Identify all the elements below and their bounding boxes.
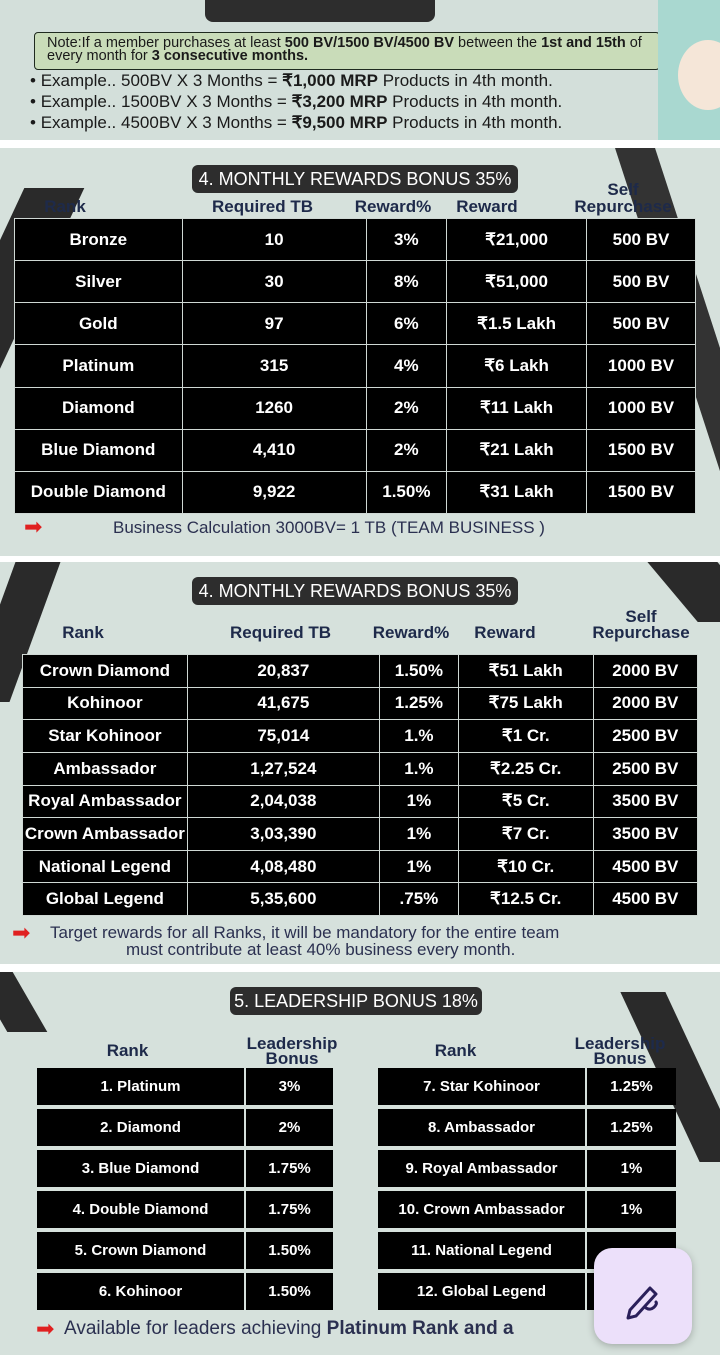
note-text: between the <box>454 35 542 51</box>
col-header-self: Self <box>625 607 657 626</box>
cell-reward-pct: 1.25% <box>379 687 458 720</box>
cell-rank: 1. Platinum <box>37 1068 244 1105</box>
cell-self-repurchase: 1000 BV <box>587 345 696 387</box>
cell-leadership-bonus: 1.50% <box>246 1273 333 1310</box>
cell-rank: 2. Diamond <box>37 1109 244 1146</box>
cell-rank: 5. Crown Diamond <box>37 1232 244 1269</box>
note-text: Note:If a member purchases at least <box>47 35 285 51</box>
cell-reward-pct: 8% <box>366 261 447 303</box>
arrow-icon: ➡ <box>36 1316 55 1341</box>
cell-leadership-bonus: 1.75% <box>246 1150 333 1187</box>
cell-rank: Kohinoor <box>23 687 188 720</box>
cell-self-repurchase: 4500 BV <box>593 850 697 883</box>
cell-reward: ₹1 Cr. <box>458 720 593 753</box>
examples-list <box>30 70 562 133</box>
cell-required-tb: 4,410 <box>182 429 366 471</box>
leadership-table-left <box>37 1068 333 1314</box>
col-header-rank: Rank <box>434 1041 477 1060</box>
cell-rank: 8. Ambassador <box>378 1109 585 1146</box>
note-box <box>34 32 660 70</box>
table-row <box>23 720 698 753</box>
cell-rank: Royal Ambassador <box>23 785 188 818</box>
cell-self-repurchase: 2500 BV <box>593 752 697 785</box>
col-header-repurchase: Repurchase <box>592 623 690 642</box>
cell-reward-pct: 2% <box>366 387 447 429</box>
cell-self-repurchase: 1000 BV <box>587 387 696 429</box>
cell-self-repurchase: 2000 BV <box>593 655 697 688</box>
cell-required-tb: 20,837 <box>187 655 379 688</box>
cell-rank: 3. Blue Diamond <box>37 1150 244 1187</box>
cell-leadership-bonus: 2% <box>246 1109 333 1146</box>
cell-reward: ₹1.5 Lakh <box>447 303 587 345</box>
leadership-note-bold: Platinum Rank and a <box>326 1318 514 1339</box>
cell-rank: 12. Global Legend <box>378 1273 585 1310</box>
rewards-table-2 <box>22 654 698 916</box>
table-row <box>37 1068 333 1105</box>
table-row <box>23 818 698 851</box>
rewards-table-1 <box>14 218 696 514</box>
cell-self-repurchase: 3500 BV <box>593 818 697 851</box>
cell-reward: ₹5 Cr. <box>458 785 593 818</box>
table-row <box>23 752 698 785</box>
cell-reward: ₹6 Lakh <box>447 345 587 387</box>
col-header-rank: Rank <box>44 197 86 216</box>
section-title: 4. MONTHLY REWARDS BONUS 35% <box>192 165 518 193</box>
cell-required-tb: 75,014 <box>187 720 379 753</box>
table-row <box>23 883 698 916</box>
cell-reward: ₹21,000 <box>447 219 587 261</box>
cell-rank: Global Legend <box>23 883 188 916</box>
cell-reward: ₹31 Lakh <box>447 471 587 513</box>
cell-rank: Platinum <box>15 345 183 387</box>
cell-leadership-bonus: 1.75% <box>246 1191 333 1228</box>
col-header-self: Self <box>607 180 639 199</box>
cell-reward: ₹10 Cr. <box>458 850 593 883</box>
example-text: Example.. 1500BV X 3 Months = <box>40 92 292 111</box>
table-row <box>23 687 698 720</box>
cell-self-repurchase: 500 BV <box>587 303 696 345</box>
example-text: Example.. 4500BV X 3 Months = <box>40 113 292 132</box>
leadership-note-text: Available for leaders achieving <box>64 1318 327 1339</box>
example-text: Products in 4th month. <box>387 113 563 132</box>
table-row <box>37 1191 333 1228</box>
table-row <box>23 655 698 688</box>
cell-reward: ₹21 Lakh <box>447 429 587 471</box>
cell-required-tb: 3,03,390 <box>187 818 379 851</box>
cell-self-repurchase: 2000 BV <box>593 687 697 720</box>
example-item <box>30 91 562 112</box>
cell-required-tb: 30 <box>182 261 366 303</box>
section-title: 5. LEADERSHIP BONUS 18% <box>230 987 482 1015</box>
top-dark-tab <box>205 0 435 22</box>
note-text: of every month for <box>47 35 642 64</box>
cell-leadership-bonus: 1.25% <box>587 1109 676 1146</box>
table-row <box>37 1150 333 1187</box>
example-text: Example.. 500BV X 3 Months = <box>40 71 283 90</box>
cell-reward-pct: 3% <box>366 219 447 261</box>
table-row <box>23 785 698 818</box>
cell-reward-pct: 1.50% <box>366 471 447 513</box>
cell-required-tb: 1260 <box>182 387 366 429</box>
cell-rank: Ambassador <box>23 752 188 785</box>
cell-rank: National Legend <box>23 850 188 883</box>
cell-reward: ₹7 Cr. <box>458 818 593 851</box>
target-rewards-line2: must contribute at least 40% business every month. <box>126 940 516 959</box>
cell-rank: 9. Royal Ambassador <box>378 1150 585 1187</box>
cell-leadership-bonus: 1% <box>587 1150 676 1187</box>
section-title: 4. MONTHLY REWARDS BONUS 35% <box>192 577 518 605</box>
cell-reward-pct: 1.% <box>379 720 458 753</box>
cell-reward-pct: 1% <box>379 785 458 818</box>
col-header-reward: Reward <box>456 197 518 216</box>
col-header-required-tb: Required TB <box>229 623 332 642</box>
table-row <box>37 1109 333 1146</box>
col-header-rank: Rank <box>62 623 104 642</box>
cell-required-tb: 41,675 <box>187 687 379 720</box>
cell-leadership-bonus: 3% <box>246 1068 333 1105</box>
bullet: • <box>30 71 41 90</box>
cell-reward: ₹51,000 <box>447 261 587 303</box>
example-amount: ₹3,200 MRP <box>291 92 388 111</box>
table-row <box>15 387 696 429</box>
table-row <box>378 1150 676 1187</box>
cell-rank: 11. National Legend <box>378 1232 585 1269</box>
table-row <box>15 429 696 471</box>
monthly-rewards-panel-1 <box>0 148 720 556</box>
col-header-reward-pct: Reward% <box>372 623 450 642</box>
cell-leadership-bonus: 1.25% <box>587 1068 676 1105</box>
cell-required-tb: 10 <box>182 219 366 261</box>
table-row <box>378 1109 676 1146</box>
cell-rank: Gold <box>15 303 183 345</box>
target-rewards-note <box>50 924 710 958</box>
cell-reward-pct: 4% <box>366 345 447 387</box>
cell-rank: Double Diamond <box>15 471 183 513</box>
example-amount: ₹9,500 MRP <box>291 113 388 132</box>
cell-required-tb: 9,922 <box>182 471 366 513</box>
col-header-reward-pct: Reward% <box>354 197 432 216</box>
note-bold: 500 BV/1500 BV/4500 BV <box>284 35 455 51</box>
cell-rank: Crown Ambassador <box>23 818 188 851</box>
cell-self-repurchase: 3500 BV <box>593 785 697 818</box>
monthly-rewards-panel-2 <box>0 562 720 964</box>
col-header-required-tb: Required TB <box>211 197 314 216</box>
cell-self-repurchase: 1500 BV <box>587 471 696 513</box>
table-row <box>15 261 696 303</box>
cell-required-tb: 1,27,524 <box>187 752 379 785</box>
cell-rank: 4. Double Diamond <box>37 1191 244 1228</box>
cell-rank: Star Kohinoor <box>23 720 188 753</box>
col-header-reward: Reward <box>474 623 536 642</box>
bullet: • <box>30 113 41 132</box>
cell-self-repurchase: 4500 BV <box>593 883 697 916</box>
note-bold: 3 consecutive months. <box>151 48 309 64</box>
cell-required-tb: 97 <box>182 303 366 345</box>
cell-required-tb: 5,35,600 <box>187 883 379 916</box>
col-header-leadership: Leadership <box>246 1034 338 1053</box>
edit-pen-icon <box>594 1248 692 1344</box>
cell-required-tb: 315 <box>182 345 366 387</box>
col-header-bonus: Bonus <box>265 1049 319 1068</box>
cell-rank: 6. Kohinoor <box>37 1273 244 1310</box>
cell-self-repurchase: 500 BV <box>587 261 696 303</box>
table-row <box>15 219 696 261</box>
cell-rank: Silver <box>15 261 183 303</box>
table-row <box>15 471 696 513</box>
edit-fab-button[interactable] <box>594 1248 692 1344</box>
table-row <box>23 850 698 883</box>
avatar <box>658 0 720 140</box>
cell-self-repurchase: 2500 BV <box>593 720 697 753</box>
table-row <box>37 1232 333 1269</box>
cell-self-repurchase: 1500 BV <box>587 429 696 471</box>
col-header-rank: Rank <box>106 1041 149 1060</box>
cell-rank: Blue Diamond <box>15 429 183 471</box>
arrow-icon: ➡ <box>24 514 43 539</box>
cell-reward: ₹75 Lakh <box>458 687 593 720</box>
example-amount: ₹1,000 MRP <box>282 71 378 90</box>
example-text: Products in 4th month. <box>377 71 553 90</box>
cell-reward-pct: 1% <box>379 818 458 851</box>
cell-leadership-bonus: 1.50% <box>246 1232 333 1269</box>
cell-reward: ₹2.25 Cr. <box>458 752 593 785</box>
cell-reward: ₹51 Lakh <box>458 655 593 688</box>
example-text: Products in 4th month. <box>387 92 563 111</box>
cell-reward-pct: 1.% <box>379 752 458 785</box>
cell-reward-pct: 2% <box>366 429 447 471</box>
cell-rank: Diamond <box>15 387 183 429</box>
cell-required-tb: 4,08,480 <box>187 850 379 883</box>
bullet: • <box>30 92 41 111</box>
cell-reward-pct: 6% <box>366 303 447 345</box>
cell-self-repurchase: 500 BV <box>587 219 696 261</box>
arrow-icon: ➡ <box>12 920 31 945</box>
decor-stripe <box>0 972 47 1032</box>
table-row <box>15 303 696 345</box>
table-row <box>15 345 696 387</box>
business-calculation: Business Calculation 3000BV= 1 TB (TEAM BUSINESS ) <box>113 518 545 537</box>
col-header-leadership: Leadership <box>574 1034 666 1053</box>
cell-rank: Bronze <box>15 219 183 261</box>
cell-rank: Crown Diamond <box>23 655 188 688</box>
cell-rank: 10. Crown Ambassador <box>378 1191 585 1228</box>
cell-rank: 7. Star Kohinoor <box>378 1068 585 1105</box>
cell-reward: ₹12.5 Cr. <box>458 883 593 916</box>
cell-reward-pct: 1% <box>379 850 458 883</box>
note-panel <box>0 0 720 140</box>
table-row <box>37 1273 333 1310</box>
leadership-note <box>64 1318 514 1340</box>
cell-reward-pct: .75% <box>379 883 458 916</box>
col-header-repurchase: Repurchase <box>574 197 672 216</box>
note-bold: 1st and 15th <box>541 35 626 51</box>
cell-reward: ₹11 Lakh <box>447 387 587 429</box>
col-header-bonus: Bonus <box>593 1049 647 1068</box>
example-item <box>30 112 562 133</box>
avatar-face <box>678 40 720 110</box>
cell-reward-pct: 1.50% <box>379 655 458 688</box>
example-item <box>30 70 562 91</box>
table-row <box>378 1191 676 1228</box>
target-rewards-line1: Target rewards for all Ranks, it will be mandatory for the entire team <box>50 923 560 942</box>
table-row <box>378 1068 676 1105</box>
cell-required-tb: 2,04,038 <box>187 785 379 818</box>
cell-leadership-bonus: 1% <box>587 1191 676 1228</box>
